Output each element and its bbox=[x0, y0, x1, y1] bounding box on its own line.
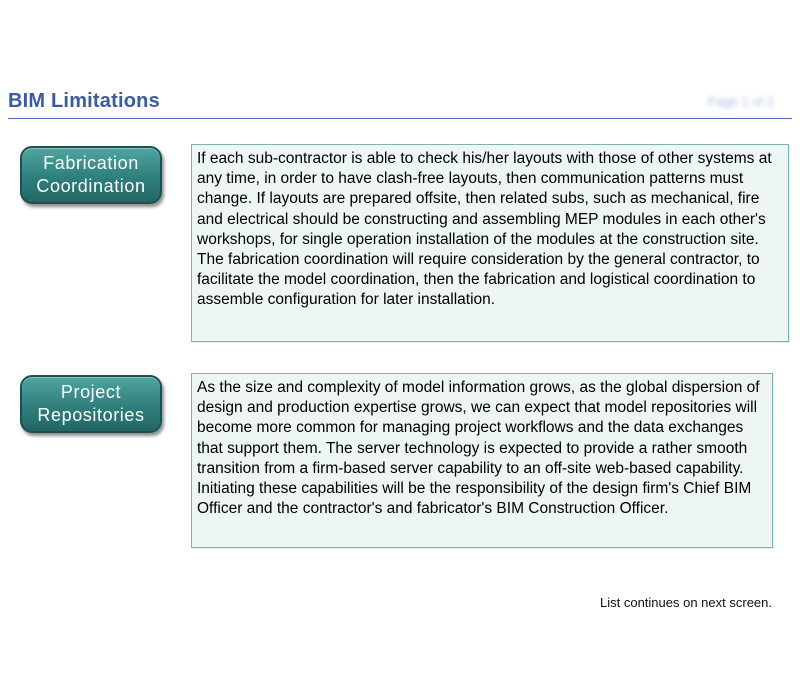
page-indicator: Page 1 of 2 bbox=[707, 94, 774, 109]
title-divider bbox=[8, 118, 792, 119]
page-title: BIM Limitations bbox=[8, 90, 160, 112]
fabrication-coordination-button[interactable] bbox=[20, 146, 162, 204]
project-repositories-button[interactable] bbox=[20, 375, 162, 433]
continue-note: List continues on next screen. bbox=[600, 595, 772, 610]
project-repositories-description: As the size and complexity of model information grows, as the global dispersion of design and production expertise grows, we can expect that model repositories will become more common for managing project workflows and the data exchanges that support them. The server technology is expected to provide a rather smooth transition from a firm-based server capability to an off-site web-based capability. Initiating these capabilities will be the responsibility of the design firm's Chief BIM Officer and the contractor's and fabricator's BIM Construction Officer. bbox=[191, 373, 773, 548]
button-label: Project Repositories bbox=[37, 382, 145, 425]
button-label: Fabrication Coordination bbox=[36, 153, 146, 196]
fabrication-coordination-description: If each sub-contractor is able to check his/her layouts with those of other systems at any time, in order to have clash-free layouts, then communication patterns must change. If layouts are prepared offsite, then related subs, such as mechanical, fire and electrical should be constructing and assembling MEP modules in each other's workshops, for single operation installation of the modules at the construction site. The fabrication coordination will require consideration by the general contractor, to facilitate the model coordination, then the fabrication and logistical coordination to assemble configuration for later installation. bbox=[191, 144, 789, 342]
